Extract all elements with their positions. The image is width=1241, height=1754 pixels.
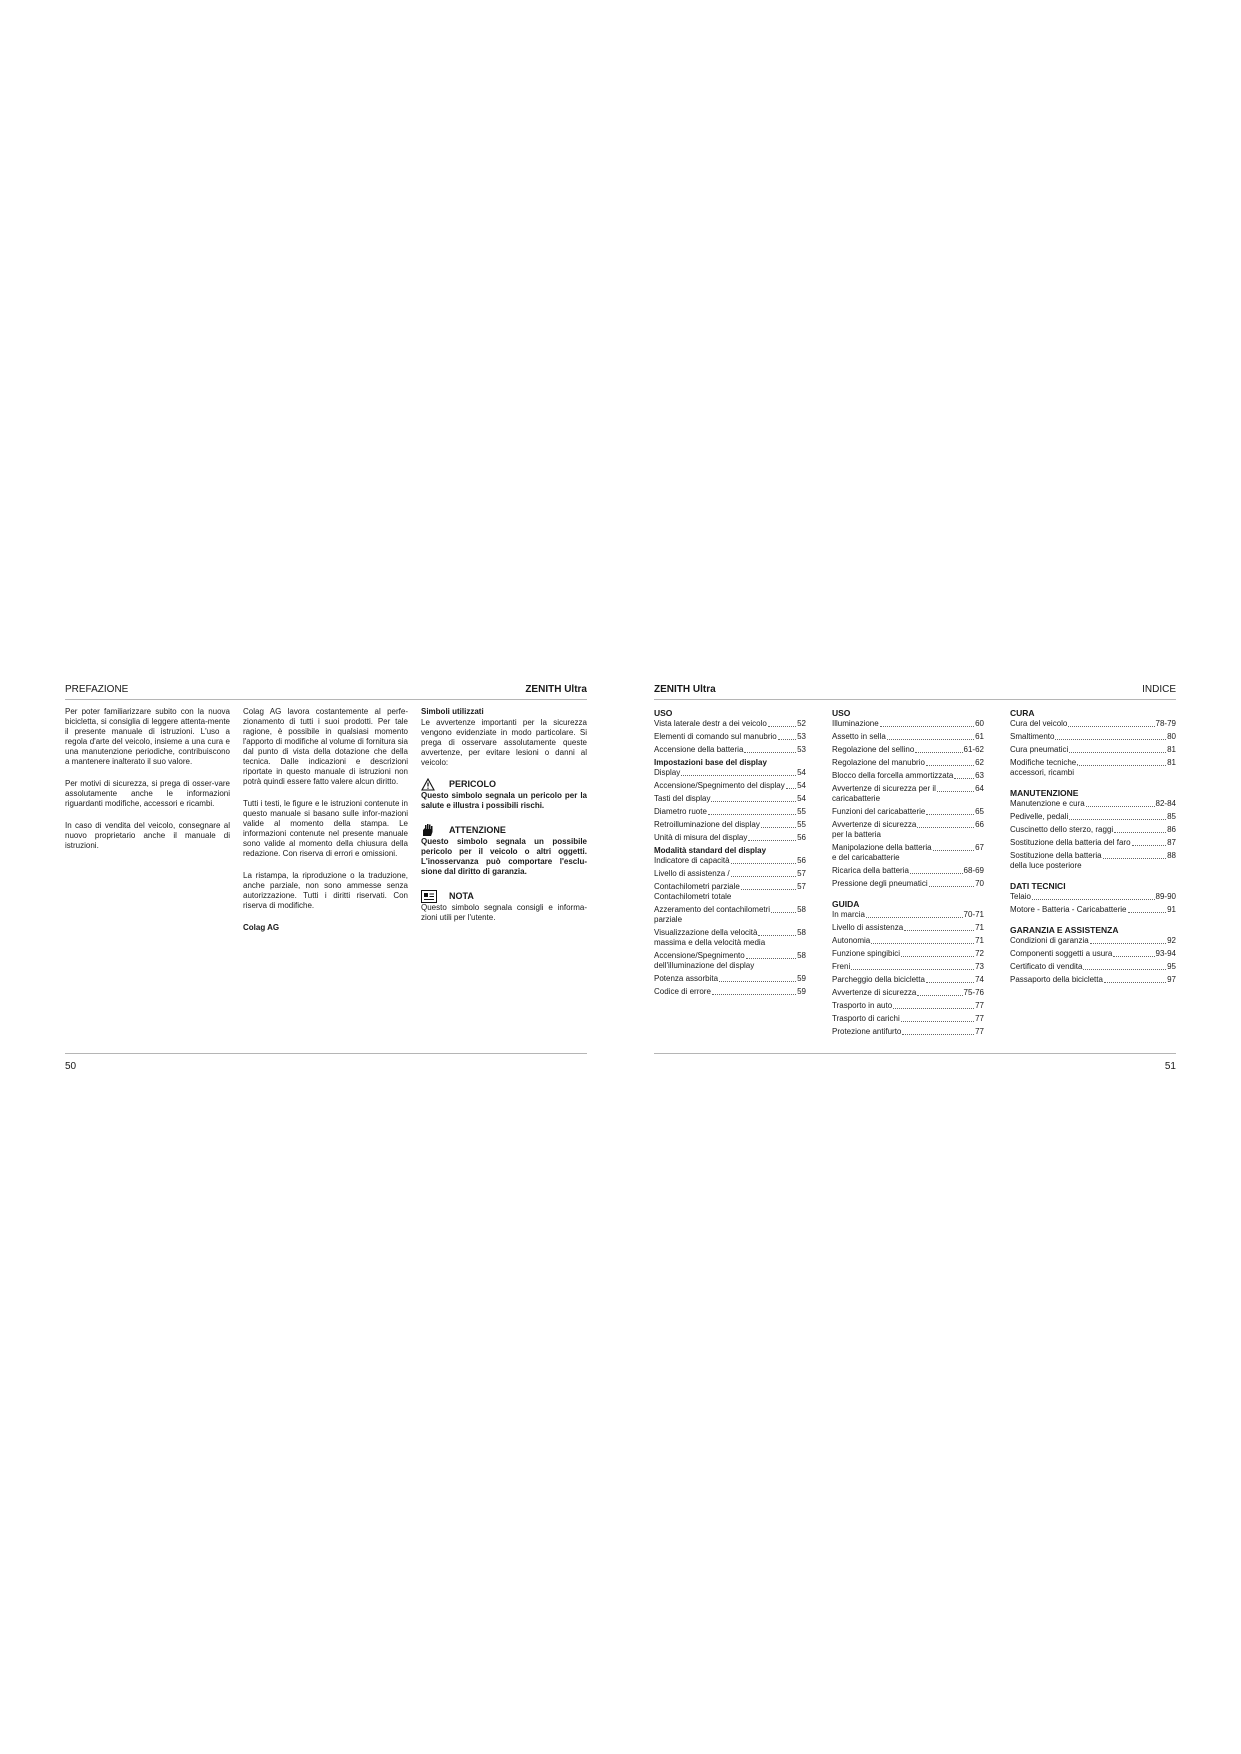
toc-entry-title: Avvertenze di sicurezza per il (832, 784, 936, 793)
danger-label: PERICOLO (449, 779, 497, 789)
toc-entry-title: Accensione della batteria (654, 745, 744, 754)
toc-leader-dots (933, 850, 974, 851)
toc-entry (832, 820, 984, 830)
toc-entry-title: Autonomia (832, 936, 871, 945)
toc-leader-dots (1079, 765, 1166, 766)
toc-entry-continuation: massima e della velocità media (654, 938, 766, 947)
toc-entry (1010, 812, 1176, 822)
toc-entry (654, 856, 806, 866)
toc-entry (654, 951, 806, 961)
toc-page-number: 55 (797, 807, 806, 816)
toc-page-number: 81 (1167, 758, 1176, 767)
toc-page-number: 56 (797, 856, 806, 865)
toc-entry (832, 949, 984, 959)
right-footer-rule (654, 1053, 1176, 1054)
toc-page-number: 97 (1167, 975, 1176, 984)
toc-page-number: 92 (1167, 936, 1176, 945)
toc-entry (832, 975, 984, 985)
preface-paragraph: Colag AG lavora costantemente al perfe-zionamento di tutti i suoi prodotti. Per tale ragione, è possibile in qualsiasi momento l'apporto di modifiche al volume di fornitura sia dal punto di vista della dotazione che della tecnica. Dalle indicazioni e descrizioni riportate in questo manuale di istruzioni non potrà quindi essere fatto valere alcun diritto. (243, 707, 408, 786)
toc-leader-dots (917, 995, 962, 996)
toc-leader-dots (915, 752, 962, 753)
toc-entry-title: Assetto in sella (832, 732, 886, 741)
toc-page-number: 58 (797, 928, 806, 937)
caution-heading (421, 823, 587, 837)
toc-section-heading: MANUTENZIONE (1010, 788, 1079, 798)
toc-entry (1010, 949, 1176, 959)
toc-page-number: 78-79 (1155, 719, 1176, 728)
toc-leader-dots (1090, 943, 1166, 944)
toc-leader-dots (1069, 819, 1166, 820)
toc-entry-title: Freni (832, 962, 851, 971)
toc-entry (654, 869, 806, 879)
toc-entry (832, 962, 984, 972)
toc-page-number: 80 (1167, 732, 1176, 741)
toc-leader-dots (1055, 739, 1166, 740)
toc-page-number: 53 (797, 745, 806, 754)
toc-entry-title: Potenza assorbita (654, 974, 719, 983)
toc-entry (832, 910, 984, 920)
toc-leader-dots (937, 791, 974, 792)
toc-entry-title: Funzione spingibici (832, 949, 901, 958)
toc-entry-title: Accensione/Spegnimento del display (654, 781, 785, 790)
toc-page-number: 86 (1167, 825, 1176, 834)
toc-page-number: 88 (1167, 851, 1176, 860)
toc-entry-title: Pedivelle, pedali (1010, 812, 1069, 821)
toc-page-number: 61 (975, 732, 984, 741)
toc-section-heading: GUIDA (832, 899, 860, 909)
toc-page-number: 55 (797, 820, 806, 829)
right-header-product: ZENITH Ultra (654, 684, 716, 695)
toc-entry-title: Elementi di comando sul manubrio (654, 732, 777, 741)
toc-leader-dots (954, 778, 974, 779)
toc-leader-dots (711, 801, 796, 802)
toc-leader-dots (902, 1034, 974, 1035)
toc-page-number: 58 (797, 951, 806, 960)
toc-page-number: 59 (797, 974, 806, 983)
toc-entry-title: Accensione/Spegnimento (654, 951, 745, 960)
toc-entry (832, 1014, 984, 1024)
toc-entry-title: Funzioni del caricabatterie (832, 807, 926, 816)
toc-leader-dots (1103, 858, 1166, 859)
toc-entry-title: Cura del veicolo (1010, 719, 1068, 728)
toc-section-heading: USO (654, 708, 673, 718)
toc-page-number: 56 (797, 833, 806, 842)
toc-entry-continuation: della luce posteriore (1010, 861, 1082, 870)
toc-page-number: 70-71 (963, 910, 984, 919)
toc-leader-dots (712, 994, 796, 995)
toc-page-number: 65 (975, 807, 984, 816)
toc-page-number: 77 (975, 1027, 984, 1036)
toc-entry (654, 833, 806, 843)
toc-entry-title: Livello di assistenza / (654, 869, 730, 878)
toc-entry (832, 807, 984, 817)
toc-leader-dots (851, 969, 974, 970)
toc-entry-title: Cura pneumatici (1010, 745, 1069, 754)
toc-leader-dots (746, 958, 796, 959)
toc-page-number: 71 (975, 936, 984, 945)
toc-entry (1010, 825, 1176, 835)
toc-entry (1010, 732, 1176, 742)
toc-entry (832, 1001, 984, 1011)
toc-page-number: 61-62 (963, 745, 984, 754)
toc-entry (1010, 936, 1176, 946)
toc-column-3 (1010, 707, 1176, 988)
right-page (654, 684, 1176, 1081)
toc-entry (1010, 975, 1176, 985)
toc-leader-dots (904, 930, 974, 931)
toc-page-number: 54 (797, 781, 806, 790)
toc-entry (1010, 851, 1176, 861)
toc-page-number: 77 (975, 1014, 984, 1023)
toc-page-number: 62 (975, 758, 984, 767)
toc-page-number: 81 (1167, 745, 1176, 754)
toc-page-number: 63 (975, 771, 984, 780)
toc-entry-continuation: caricabatterie (832, 794, 881, 803)
toc-entry-title: Telaio (1010, 892, 1031, 901)
toc-page-number: 71 (975, 923, 984, 932)
symbols-intro: Le avvertenze importanti per la sicurezza vengono evidenziate in modo particolare. Si prega di osservare assolutamente queste avvertenze, per evitare lesioni o danni al veicolo: (421, 718, 587, 767)
toc-page-number: 57 (797, 869, 806, 878)
toc-entry (654, 807, 806, 817)
symbols-title: Simboli utilizzati (421, 707, 484, 716)
toc-page-number: 57 (797, 882, 806, 891)
right-header-rule (654, 699, 1176, 700)
left-header-product: ZENITH Ultra (525, 684, 587, 695)
toc-entry-title: Manutenzione e cura (1010, 799, 1085, 808)
toc-entry-title: Avvertenze di sicurezza (832, 988, 917, 997)
toc-page-number: 89-90 (1155, 892, 1176, 901)
toc-entry-continuation: accessori, ricambi (1010, 768, 1075, 777)
toc-entry (832, 784, 984, 794)
toc-section-heading: DATI TECNICI (1010, 881, 1066, 891)
toc-page-number: 52 (797, 719, 806, 728)
preface-paragraph: Per poter familiarizzare subito con la nuova bicicletta, si consiglia di leggere attenta-mente il presente manuale di istruzioni. L'uso a regola d'arte del veicolo, insieme a una cura e una manutenzione periodiche, contribuiscono a mantenere inalterato il suo valore. (65, 707, 230, 766)
toc-page-number: 59 (797, 987, 806, 996)
toc-entry-title: Componenti soggetti a usura (1010, 949, 1113, 958)
toc-entry-title: Diametro ruote (654, 807, 707, 816)
toc-entry-title: Display (654, 768, 681, 777)
toc-leader-dots (761, 827, 796, 828)
right-page-header (654, 684, 1176, 700)
toc-entry (832, 923, 984, 933)
toc-column-1 (654, 707, 806, 1000)
toc-entry (654, 781, 806, 791)
toc-entry-title: Regolazione del sellino (832, 745, 915, 754)
toc-entry-title: Contachilometri parziale (654, 882, 740, 891)
toc-entry-title: Regolazione del manubrio (832, 758, 925, 767)
toc-page-number: 77 (975, 1001, 984, 1010)
toc-entry (1010, 719, 1176, 729)
toc-entry-title: Condizioni di garanzia (1010, 936, 1089, 945)
toc-entry-title: Vista laterale destr a dei veicolo (654, 719, 767, 728)
note-text: Questo simbolo segnala consigli e informa-zioni utili per l'utente. (421, 903, 587, 922)
toc-entry-title: Parcheggio della bicicletta (832, 975, 925, 984)
symbols-column (421, 707, 587, 923)
toc-entry (832, 771, 984, 781)
toc-entry-title: Visualizzazione della velocità (654, 928, 758, 937)
toc-entry (654, 974, 806, 984)
toc-entry (654, 745, 806, 755)
toc-entry (832, 936, 984, 946)
caution-label: ATTENZIONE (449, 825, 506, 835)
note-icon (421, 889, 441, 903)
toc-entry (654, 905, 806, 915)
toc-entry-title: Trasporto di carichi (832, 1014, 900, 1023)
toc-leader-dots (1083, 969, 1166, 970)
toc-entry-title: Protezione antifurto (832, 1027, 902, 1036)
toc-entry-title: Retroilluminazione del display (654, 820, 760, 829)
toc-entry-title: Sostituzione della batteria (1010, 851, 1102, 860)
note-heading (421, 889, 587, 903)
toc-leader-dots (866, 917, 963, 918)
toc-entry (1010, 892, 1176, 902)
toc-entry (832, 866, 984, 876)
toc-leader-dots (744, 752, 796, 753)
toc-entry-continuation: per la batteria (832, 830, 881, 839)
preface-paragraph: La ristampa, la riproduzione o la traduzione, anche parziale, non sono ammesse senza autorizzazione. Tutti i diritti riservati. Con riserva di modifiche. (243, 871, 408, 910)
toc-entry-title: Modifiche tecniche, (1010, 758, 1079, 767)
toc-leader-dots (926, 982, 974, 983)
right-header-title: INDICE (1142, 684, 1176, 695)
preface-paragraph: Tutti i testi, le figure e le istruzioni contenute in questo manuale si basano sulle infor-mazioni valide al momento della stampa. Le informazioni contenute nel presente manuale sono valide al momento della chiusura della redazione. Con riserva di errori e omissioni. (243, 799, 408, 858)
toc-entry (1010, 799, 1176, 809)
preface-paragraph: In caso di vendita del veicolo, consegnare al nuovo proprietario anche il manuale di istruzioni. (65, 821, 230, 850)
toc-entry-title: Passaporto della bicicletta (1010, 975, 1103, 984)
toc-leader-dots (1128, 912, 1167, 913)
toc-leader-dots (786, 788, 796, 789)
toc-leader-dots (901, 956, 974, 957)
toc-page-number: 53 (797, 732, 806, 741)
toc-leader-dots (1114, 832, 1166, 833)
toc-entry-title: Unità di misura del display (654, 833, 748, 842)
toc-leader-dots (1032, 899, 1155, 900)
toc-entry-title: Ricarica della batteria (832, 866, 909, 875)
toc-entry (1010, 962, 1176, 972)
toc-entry (832, 758, 984, 768)
toc-leader-dots (887, 739, 974, 740)
toc-page-number: 54 (797, 794, 806, 803)
toc-entry (654, 987, 806, 997)
toc-page-number: 64 (975, 784, 984, 793)
toc-leader-dots (926, 814, 974, 815)
hand-stop-icon (421, 823, 441, 837)
toc-leader-dots (1113, 956, 1154, 957)
toc-leader-dots (893, 1008, 974, 1009)
company-signature: Colag AG (243, 923, 280, 932)
toc-page-number: 82-84 (1155, 799, 1176, 808)
toc-section-heading: GARANZIA E ASSISTENZA (1010, 925, 1119, 935)
preface-paragraph: Per motivi di sicurezza, si prega di osser-vare assolutamente anche le informazioni riguardanti modifiche, accessori e ricambi. (65, 779, 230, 808)
toc-entry-title: Codice di errore (654, 987, 711, 996)
left-page-number: 50 (65, 1061, 77, 1072)
note-label: NOTA (449, 891, 474, 901)
toc-page-number: 70 (975, 879, 984, 888)
danger-heading (421, 777, 587, 791)
toc-page-number: 87 (1167, 838, 1176, 847)
toc-entry-title: Blocco della forcella ammortizzata (832, 771, 954, 780)
left-page (65, 684, 587, 1081)
toc-entry (832, 745, 984, 755)
toc-leader-dots (1104, 982, 1166, 983)
toc-leader-dots (1068, 726, 1154, 727)
toc-page-number: 93-94 (1155, 949, 1176, 958)
toc-leader-dots (708, 814, 796, 815)
toc-leader-dots (1069, 752, 1166, 753)
toc-entry (654, 719, 806, 729)
toc-page-number: 60 (975, 719, 984, 728)
toc-entry-title: Avvertenze di sicurezza (832, 820, 917, 829)
toc-entry (832, 732, 984, 742)
toc-entry-title: Certificato di vendita (1010, 962, 1083, 971)
toc-page-number: 54 (797, 768, 806, 777)
toc-entry (1010, 905, 1176, 915)
toc-section-heading: CURA (1010, 708, 1035, 718)
toc-entry-title: Manipolazione della batteria (832, 843, 932, 852)
toc-leader-dots (748, 840, 796, 841)
toc-leader-dots (910, 873, 963, 874)
toc-entry-title: Tasti del display (654, 794, 711, 803)
toc-page-number: 66 (975, 820, 984, 829)
toc-page-number: 72 (975, 949, 984, 958)
toc-leader-dots (917, 827, 974, 828)
toc-leader-dots (758, 935, 796, 936)
preface-column-1 (65, 707, 230, 863)
toc-entry-title: Cuscinetto dello sterzo, raggi (1010, 825, 1114, 834)
warning-triangle-icon (421, 777, 441, 791)
toc-subheading: Impostazioni base del display (654, 758, 767, 767)
left-header-title: PREFAZIONE (65, 684, 129, 695)
toc-leader-dots (901, 1021, 974, 1022)
toc-leader-dots (681, 775, 796, 776)
toc-leader-dots (880, 726, 974, 727)
toc-subheading: Modalità standard del display (654, 846, 767, 855)
toc-column-2 (832, 707, 984, 1040)
toc-leader-dots (1132, 845, 1167, 846)
toc-page-number: 58 (797, 905, 806, 914)
toc-entry-continuation: e del caricabatterie (832, 853, 900, 862)
toc-entry-title: Indicatore di capacità (654, 856, 730, 865)
toc-entry (832, 843, 984, 853)
toc-entry (832, 879, 984, 889)
left-footer-rule (65, 1053, 587, 1054)
toc-entry-continuation: dell'illuminazione del display (654, 961, 755, 970)
toc-page-number: 67 (975, 843, 984, 852)
toc-leader-dots (719, 981, 796, 982)
toc-leader-dots (871, 943, 974, 944)
toc-page-number: 91 (1167, 905, 1176, 914)
toc-entry (1010, 838, 1176, 848)
caution-text: Questo simbolo segnala un possibile pericolo per il veicolo o altri oggetti. L'inosservanza può comportare l'esclu-sione dal diritto di garanzia. (421, 837, 587, 876)
toc-entry (654, 794, 806, 804)
toc-page-number: 95 (1167, 962, 1176, 971)
toc-entry (832, 988, 984, 998)
toc-entry (654, 768, 806, 778)
toc-entry (1010, 745, 1176, 755)
toc-entry-title: Sostituzione della batteria del faro (1010, 838, 1131, 847)
left-header-rule (65, 699, 587, 700)
danger-text: Questo simbolo segnala un pericolo per la salute e illustra i possibili rischi. (421, 791, 587, 810)
toc-entry (654, 882, 806, 892)
toc-entry (654, 732, 806, 742)
toc-entry-title: Illuminazione (832, 719, 879, 728)
toc-entry (1010, 758, 1176, 768)
toc-leader-dots (731, 876, 797, 877)
toc-page-number: 85 (1167, 812, 1176, 821)
toc-entry-title: Pressione degli pneumatici (832, 879, 928, 888)
toc-entry-title: Trasporto in auto (832, 1001, 893, 1010)
preface-column-2 (243, 707, 408, 933)
toc-entry-continuation: Contachilometri totale (654, 892, 732, 901)
toc-section-heading: USO (832, 708, 851, 718)
toc-entry-continuation: parziale (654, 915, 683, 924)
toc-leader-dots (731, 863, 796, 864)
left-page-header (65, 684, 587, 700)
toc-page-number: 73 (975, 962, 984, 971)
toc-leader-dots (929, 886, 974, 887)
toc-page-number: 68-69 (963, 866, 984, 875)
toc-entry-title: Azzeramento del contachilometri (654, 905, 771, 914)
toc-leader-dots (778, 739, 796, 740)
toc-page-number: 74 (975, 975, 984, 984)
toc-leader-dots (768, 726, 796, 727)
toc-entry-title: Motore - Batteria - Caricabatterie (1010, 905, 1127, 914)
right-page-number: 51 (1164, 1061, 1176, 1072)
toc-page-number: 75-76 (963, 988, 984, 997)
toc-entry (832, 1027, 984, 1037)
toc-leader-dots (771, 912, 796, 913)
toc-entry (654, 820, 806, 830)
toc-entry-title: Smaltimento (1010, 732, 1055, 741)
toc-leader-dots (1086, 806, 1155, 807)
toc-entry-title: Livello di assistenza (832, 923, 904, 932)
toc-entry-title: In marcia (832, 910, 865, 919)
toc-leader-dots (741, 889, 796, 890)
toc-entry (832, 719, 984, 729)
toc-leader-dots (926, 765, 974, 766)
toc-entry (654, 928, 806, 938)
